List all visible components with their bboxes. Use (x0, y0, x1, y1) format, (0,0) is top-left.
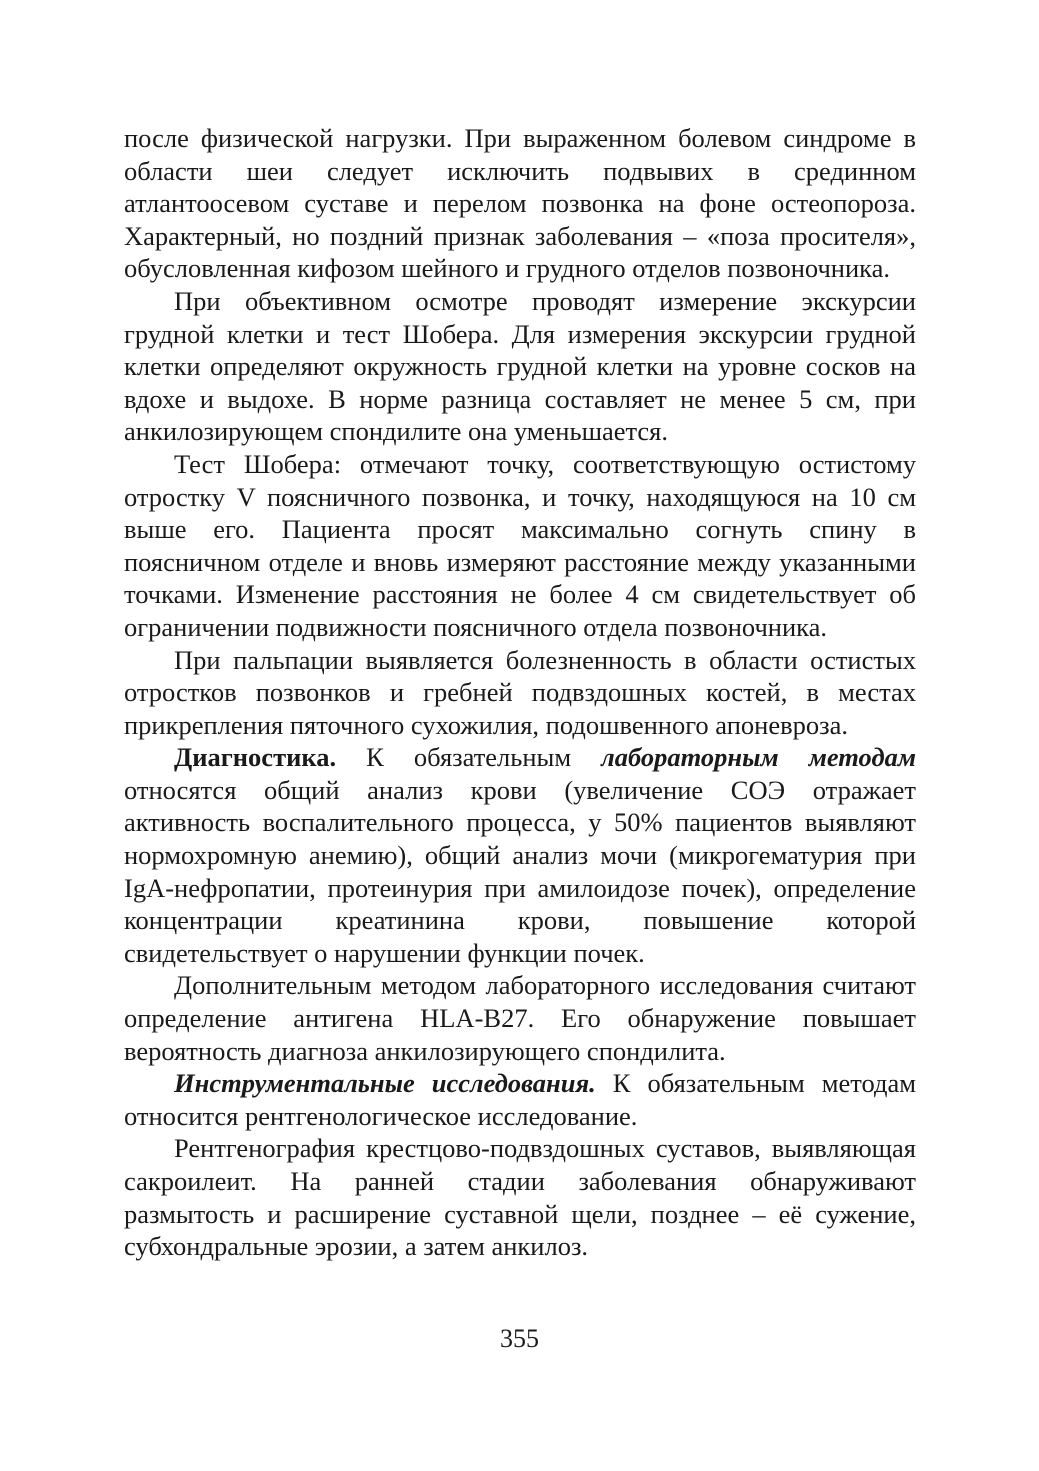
paragraph-2: При объективном осмотре проводят измерение экскурсии грудной клетки и тест Шобера. Для измерения экскурсии грудной клетки определяют окружность грудной клетки на уровне сосков на вдохе и выдохе. В норме разница составляет не менее 5 см, при анкилозирующем спондилите она уменьшается. (124, 285, 916, 447)
diagnostics-text-before: К обязательным (336, 742, 602, 773)
diagnostics-heading: Диагностика. (174, 742, 337, 773)
paragraph-6: Дополнительным методом лабораторного исследования считают определение антигена HLA-B27. Его обнаружение повышает вероятность диагноза анкилозирующего спондилита. (124, 970, 916, 1066)
laboratory-methods-emphasis: лабораторным методам (601, 742, 917, 773)
paragraph-3: Тест Шобера: отмечают точку, соответствующую остистому отростку V поясничного позвонка, и точку, находящуюся на 10 см выше его. Пациента просят максимально согнуть спину в поясничном отделе и вновь измеряют расстояние между указанными точками. Изменение расстояния не более 4 см свидетельствует об ограничении подвижности поясничного отдела позвоночника. (124, 448, 916, 642)
instrumental-text: К обязательным методам относится рентгенологическое исследование. (124, 1068, 916, 1131)
diagnostics-text-after: относятся общий анализ крови (увеличение СОЭ отражает активность воспалительного процесса, у 50% пациентов выявляют нормохромную анемию), общий анализ мочи (микрогематурия при IgA-нефропатии, протеинурия при амилоидозе почек), определение концентрации креатинина крови, повышение которой свидетельствует о нарушении функции почек. (124, 774, 916, 968)
paragraph-1: после физической нагрузки. При выраженном болевом синдроме в области шеи следует исключить подвывих в срединном атлантоосевом суставе и перелом позвонка на фоне остеопороза. Характерный, но поздний признак заболевания – «поза просителя», обусловленная кифозом шейного и грудного отделов позвоночника. (124, 123, 916, 284)
paragraph-5-diagnostics (124, 741, 916, 969)
paragraph-7-instrumental (124, 1067, 916, 1132)
page-number: 355 (500, 1324, 539, 1353)
paragraph-4: При пальпации выявляется болезненность в области остистых отростков позвонков и гребней подвздошных костей, в местах прикрепления пяточного сухожилия, подошвенного апоневроза. (124, 644, 916, 740)
paragraph-8: Рентгенография крестцово-подвздошных суставов, выявляющая сакроилеит. На ранней стадии заболевания обнаруживают размытость и расширение суставной щели, позднее – её сужение, субхондральные эрозии, а затем анкилоз. (124, 1133, 916, 1262)
instrumental-heading: Инструментальные исследования. (174, 1068, 596, 1099)
page-body (124, 122, 916, 1263)
